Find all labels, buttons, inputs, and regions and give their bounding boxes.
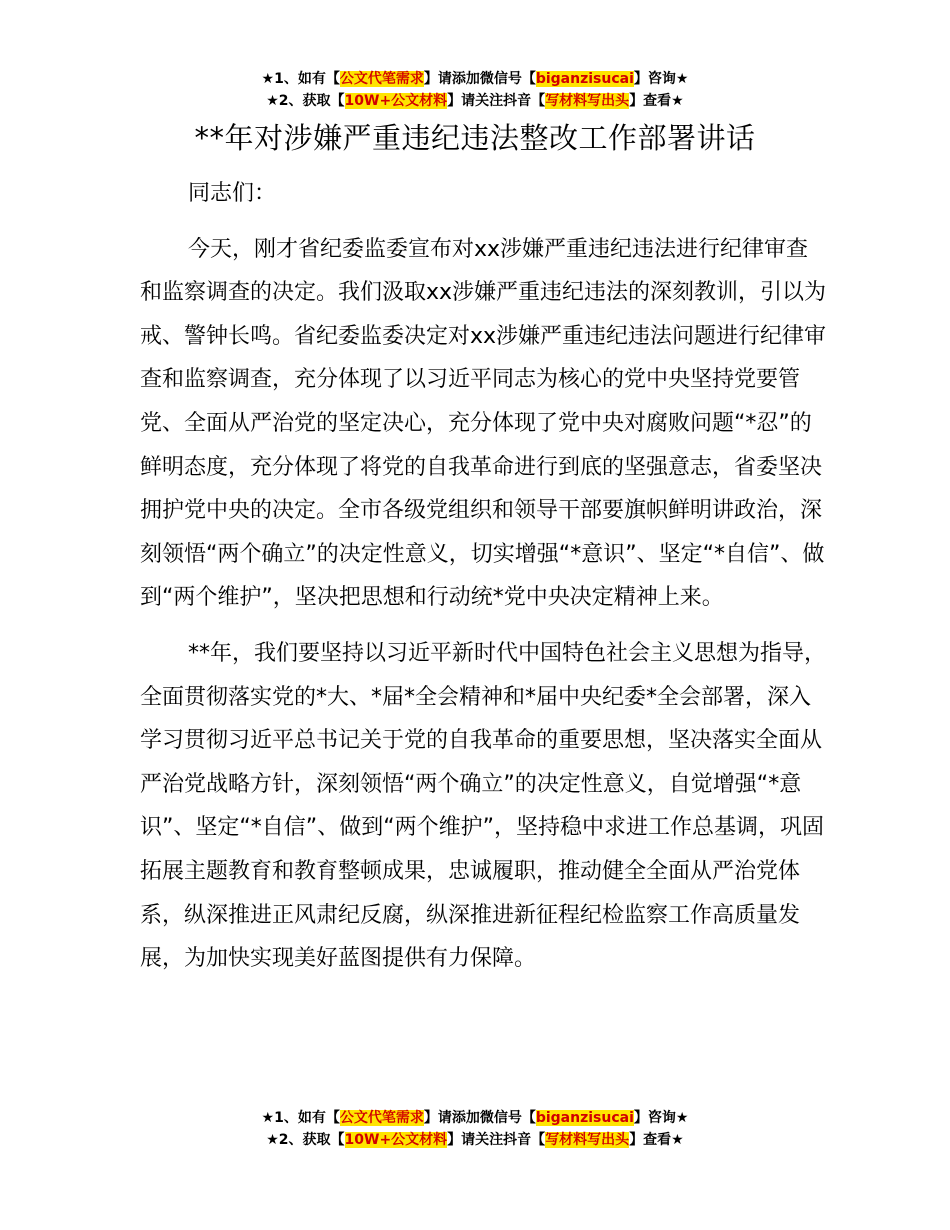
- promo-line-1: [0, 68, 950, 90]
- body-paragraph: 今天，刚才省纪委监委宣布对xx涉嫌严重违纪违法进行纪律审查和监察调查的决定。我们汲取xx涉嫌严重违纪违法的深刻教训，引以为戒、警钟长鸣。省纪委监委决定对xx涉嫌严重违纪违法问题进行纪律审查和监察调查，充分体现了以习近平同志为核心的党中央坚持党要管党、全面从严治党的坚定决心，充分体现了党中央对腐败问题“*忍”的鲜明态度，充分体现了将党的自我革命进行到底的坚强意志，省委坚决拥护党中央的决定。全市各级党组织和领导干部要旗帜鲜明讲政治，深刻领悟“两个确立”的决定性意义，切实增强“*意识”、坚定“*自信”、做到“两个维护”，坚决把思想和行动统*党中央决定精神上来。: [140, 236, 827, 611]
- promo-line-2: [0, 1129, 950, 1151]
- promo-text: 】查看★: [629, 1132, 684, 1148]
- promo-highlight: 10W+公文材料: [344, 1132, 448, 1148]
- greeting: 同志们：: [188, 181, 277, 206]
- footer-promo: [0, 1107, 950, 1151]
- promo-text: 】咨询★: [633, 1110, 689, 1126]
- promo-highlight: biganzisucai: [535, 1110, 634, 1126]
- promo-highlight: 写材料写出头: [545, 93, 630, 109]
- promo-text: ★2、获取【: [266, 1132, 345, 1148]
- promo-text: 】请添加微信号【: [423, 1110, 536, 1126]
- promo-highlight: 写材料写出头: [545, 1132, 630, 1148]
- promo-text: ★2、获取【: [266, 93, 345, 109]
- promo-text: 】请关注抖音【: [447, 93, 546, 109]
- document-title: **年对涉嫌严重违纪违法整改工作部署讲话: [194, 121, 756, 155]
- header-promo: [0, 68, 950, 112]
- promo-text: 】请添加微信号【: [423, 71, 536, 87]
- promo-text: ★1、如有【: [261, 71, 340, 87]
- promo-highlight: biganzisucai: [535, 71, 634, 87]
- body-paragraph: **年，我们要坚持以习近平新时代中国特色社会主义思想为指导，全面贯彻落实党的*大、*届*全会精神和*届中央纪委*全会部署，深入学习贯彻习近平总书记关于党的自我革命的重要思想，坚决落实全面从严治党战略方针，深刻领悟“两个确立”的决定性意义，自觉增强“*意识”、坚定“*自信”、做到“两个维护”，坚持稳中求进工作总基调，巩固拓展主题教育和教育整顿成果，忠诚履职，推动健全全面从严治党体系，纵深推进正风肃纪反腐，纵深推进新征程纪检监察工作高质量发展，为加快实现美好蓝图提供有力保障。: [140, 640, 827, 972]
- promo-text: ★1、如有【: [261, 1110, 340, 1126]
- document-body: [140, 172, 830, 981]
- promo-text: 】请关注抖音【: [447, 1132, 546, 1148]
- promo-text: 】咨询★: [633, 71, 689, 87]
- promo-highlight: 公文代笔需求: [339, 71, 424, 87]
- promo-line-1: [0, 1107, 950, 1129]
- promo-highlight: 公文代笔需求: [339, 1110, 424, 1126]
- promo-highlight: 10W+公文材料: [344, 93, 448, 109]
- promo-line-2: [0, 90, 950, 112]
- promo-text: 】查看★: [629, 93, 684, 109]
